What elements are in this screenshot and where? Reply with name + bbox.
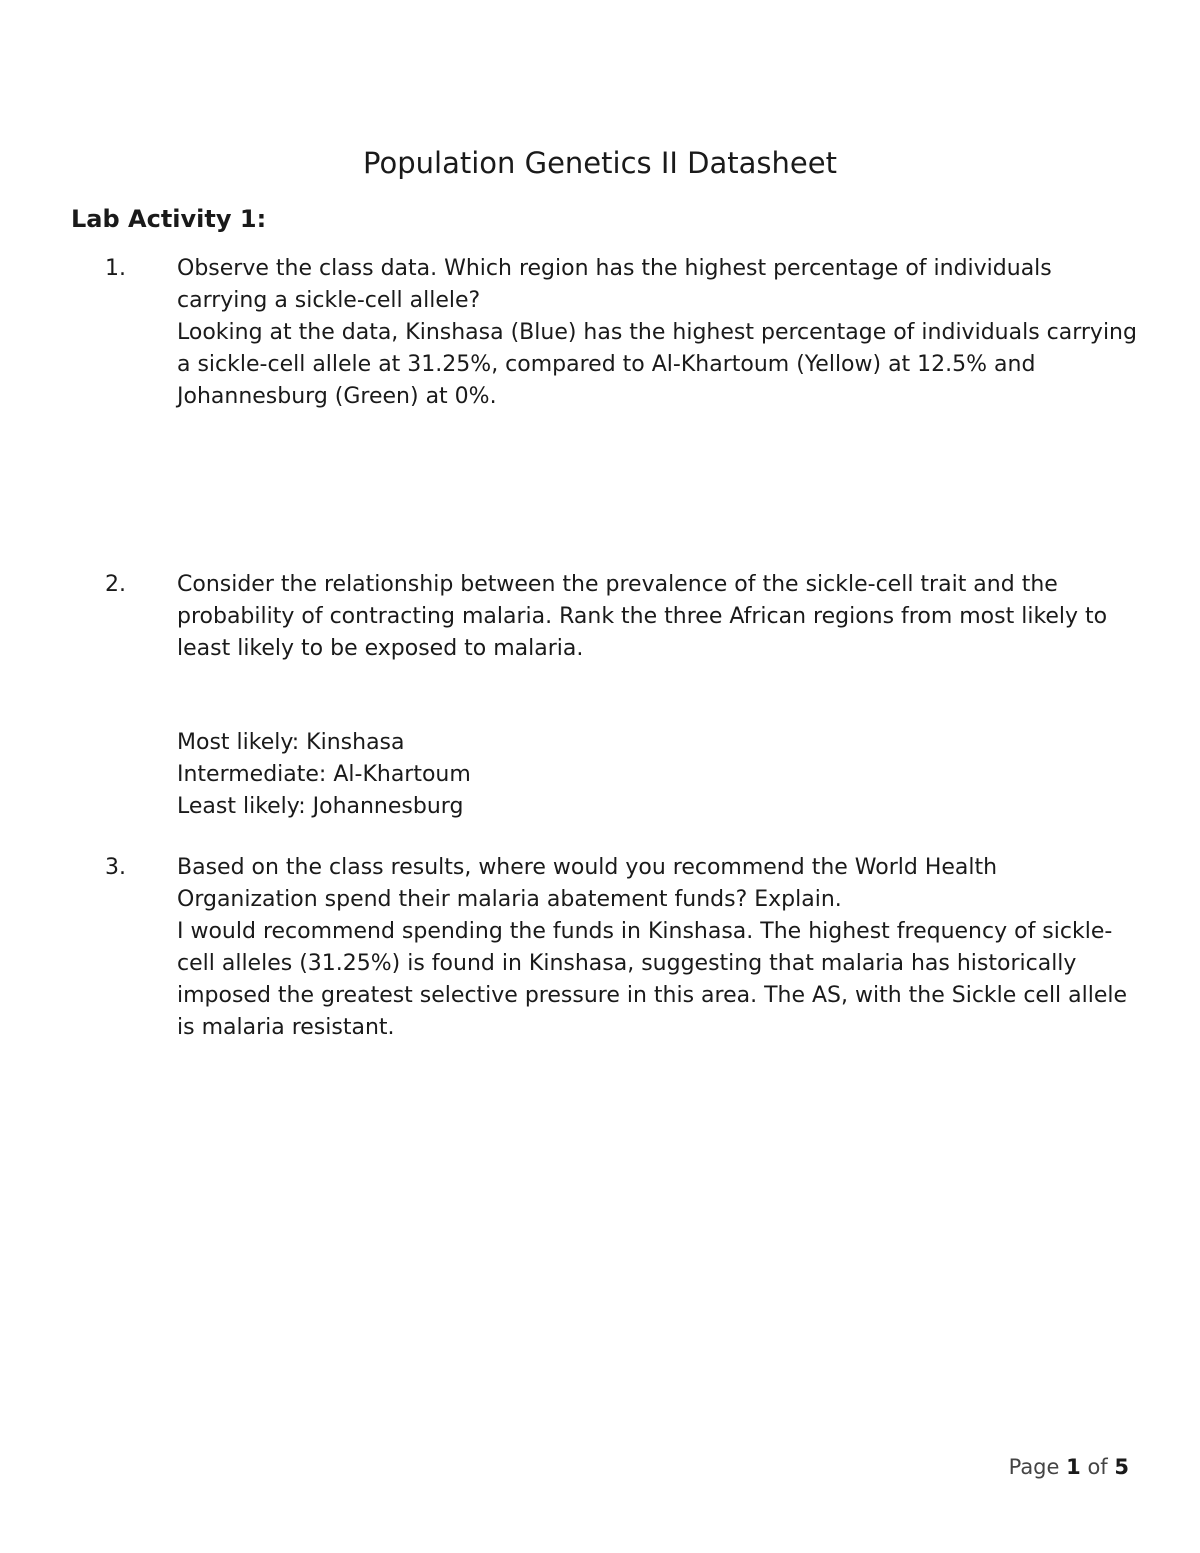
of-label: of [1087,1455,1108,1479]
question-prompt: Consider the relationship between the prevalence of the sickle-cell trait and the probability of contracting malaria. Rank the three African regions from most likely to least likely to be exposed to malaria. [177,572,1108,661]
page-title: Population Genetics II Datasheet [363,146,837,180]
ranking-most-likely: Most likely: Kinshasa [177,730,405,755]
question-number: 3. [105,855,126,880]
question-body [177,852,1137,1044]
page-label: Page [1008,1455,1060,1479]
section-heading: Lab Activity 1: [71,205,267,233]
question-prompt: Based on the class results, where would you recommend the World Health Organization spend their malaria abatement funds? Explain. [177,855,998,912]
question-number: 1. [105,256,126,281]
question-number: 2. [105,572,126,597]
question-prompt: Observe the class data. Which region has the highest percentage of individuals carrying a sickle-cell allele? [177,256,1052,313]
current-page-number: 1 [1066,1455,1081,1479]
ranking-least-likely: Least likely: Johannesburg [177,794,464,819]
page-footer [1009,1452,1129,1482]
question-body [177,253,1137,413]
question-answer: Looking at the data, Kinshasa (Blue) has the highest percentage of individuals carrying a sickle-cell allele at 31.25%, compared to Al-Khartoum (Yellow) at 12.5% and Johannesburg (Green) at 0%. [177,320,1137,409]
question-answer: I would recommend spending the funds in Kinshasa. The highest frequency of sickle-cell alleles (31.25%) is found in Kinshasa, suggesting that malaria has historically imposed the greatest selective pressure in this area. The AS, with the Sickle cell allele is malaria resistant. [177,919,1128,1040]
ranking-list [177,727,1137,823]
question-body [177,569,1137,823]
ranking-intermediate: Intermediate: Al-Khartoum [177,762,471,787]
total-pages-number: 5 [1114,1455,1129,1479]
